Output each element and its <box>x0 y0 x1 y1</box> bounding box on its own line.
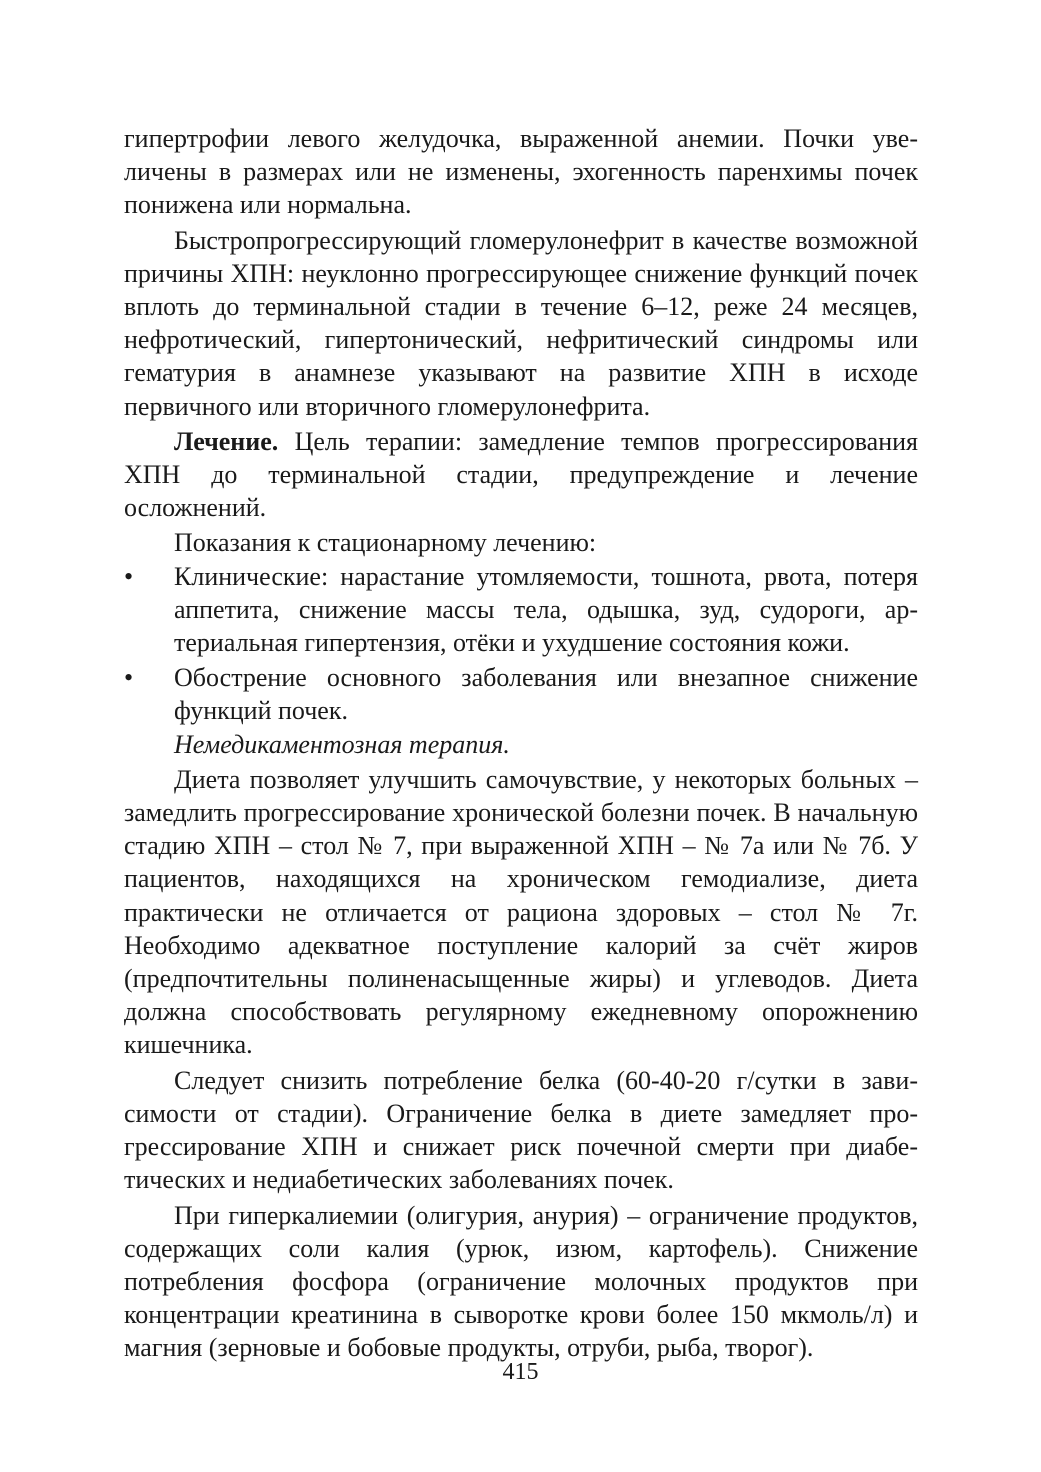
paragraph-hyperkalemia: При гиперкалиемии (олигурия, анурия) – ограничение продуктов, содержащих соли калия (урюк, изюм, картофель). Снижение потребления фосфора (ограничение молочных продуктов при концентрации креатинина в сыворотке крови более 150 мкмоль/л) и магния (зерновые и бобовые продукты, отруби, рыба, творог). <box>124 1200 918 1363</box>
section-heading-nondrug: Немедикаментозная терапия. <box>174 729 510 759</box>
page-number: 415 <box>502 1359 539 1385</box>
list-item-text: Клинические: нарастание утомляемости, тошнота, рвота, потеря аппетита, снижение массы тела, одышка, зуд, судороги, артериальная гипертензия, отёки и ухудшение состояния кожи. <box>174 561 918 658</box>
page-body <box>124 122 918 1365</box>
paragraph-protein: Следует снизить потребление белка (60-40-20 г/сутки в зависимости от стадии). Ограничение белка в диете замедляет прогрессирование ХПН и снижает риск почечной смерти при диабетических и недиабетических заболеваниях почек. <box>124 1065 918 1195</box>
treatment-heading: Лечение. <box>174 426 279 456</box>
indications-list <box>124 560 918 728</box>
treatment-text: Цель терапии: замедление темпов прогрессирования ХПН до терминальной стадии, предупреждение и лечение осложнений. <box>124 426 918 523</box>
paragraph-treatment <box>124 425 918 525</box>
paragraph-1: гипертрофии левого желудочка, выраженной анемии. Почки увеличены в размерах или не изменены, эхогенность паренхимы почек понижена или нормальна. <box>124 124 918 220</box>
paragraph-diet: Диета позволяет улучшить самочувствие, у некоторых больных – замедлить прогрессирование хронической болезни почек. В начальную стадию ХПН – стол № 7, при выраженной ХПН – № 7а или № 7б. У пациентов, находящихся на хроническом гемодиализе, диета практически не отличается от рациона здоровых – стол № 7г. Необходимо адекватное поступление калорий за счёт жиров (предпочтительны полиненасыщенные жиры) и углеводов. Диета должна способствовать регулярному ежедневному опорожнению кишечника. <box>124 764 918 1060</box>
list-item <box>124 661 918 727</box>
list-item-text: Обострение основного заболевания или внезапное снижение функций почек. <box>174 663 918 726</box>
paragraph-2: Быстропрогрессирующий гломерулонефрит в качестве возможной причины ХПН: неуклонно прогрессирующее снижение функций почек вплоть до терминальной стадии в течение 6–12, реже 24 месяцев, нефротический, гипертонический, нефритический синдромы или гематурия в анамнезе указывают на развитие ХПН в исходе первичного или вторичного гломерулонефрита. <box>124 225 918 421</box>
bullet-icon: • <box>124 561 134 591</box>
paragraph-indications: Показания к стационарному лечению: <box>174 528 597 558</box>
list-item <box>124 560 918 660</box>
bullet-icon: • <box>124 663 134 693</box>
